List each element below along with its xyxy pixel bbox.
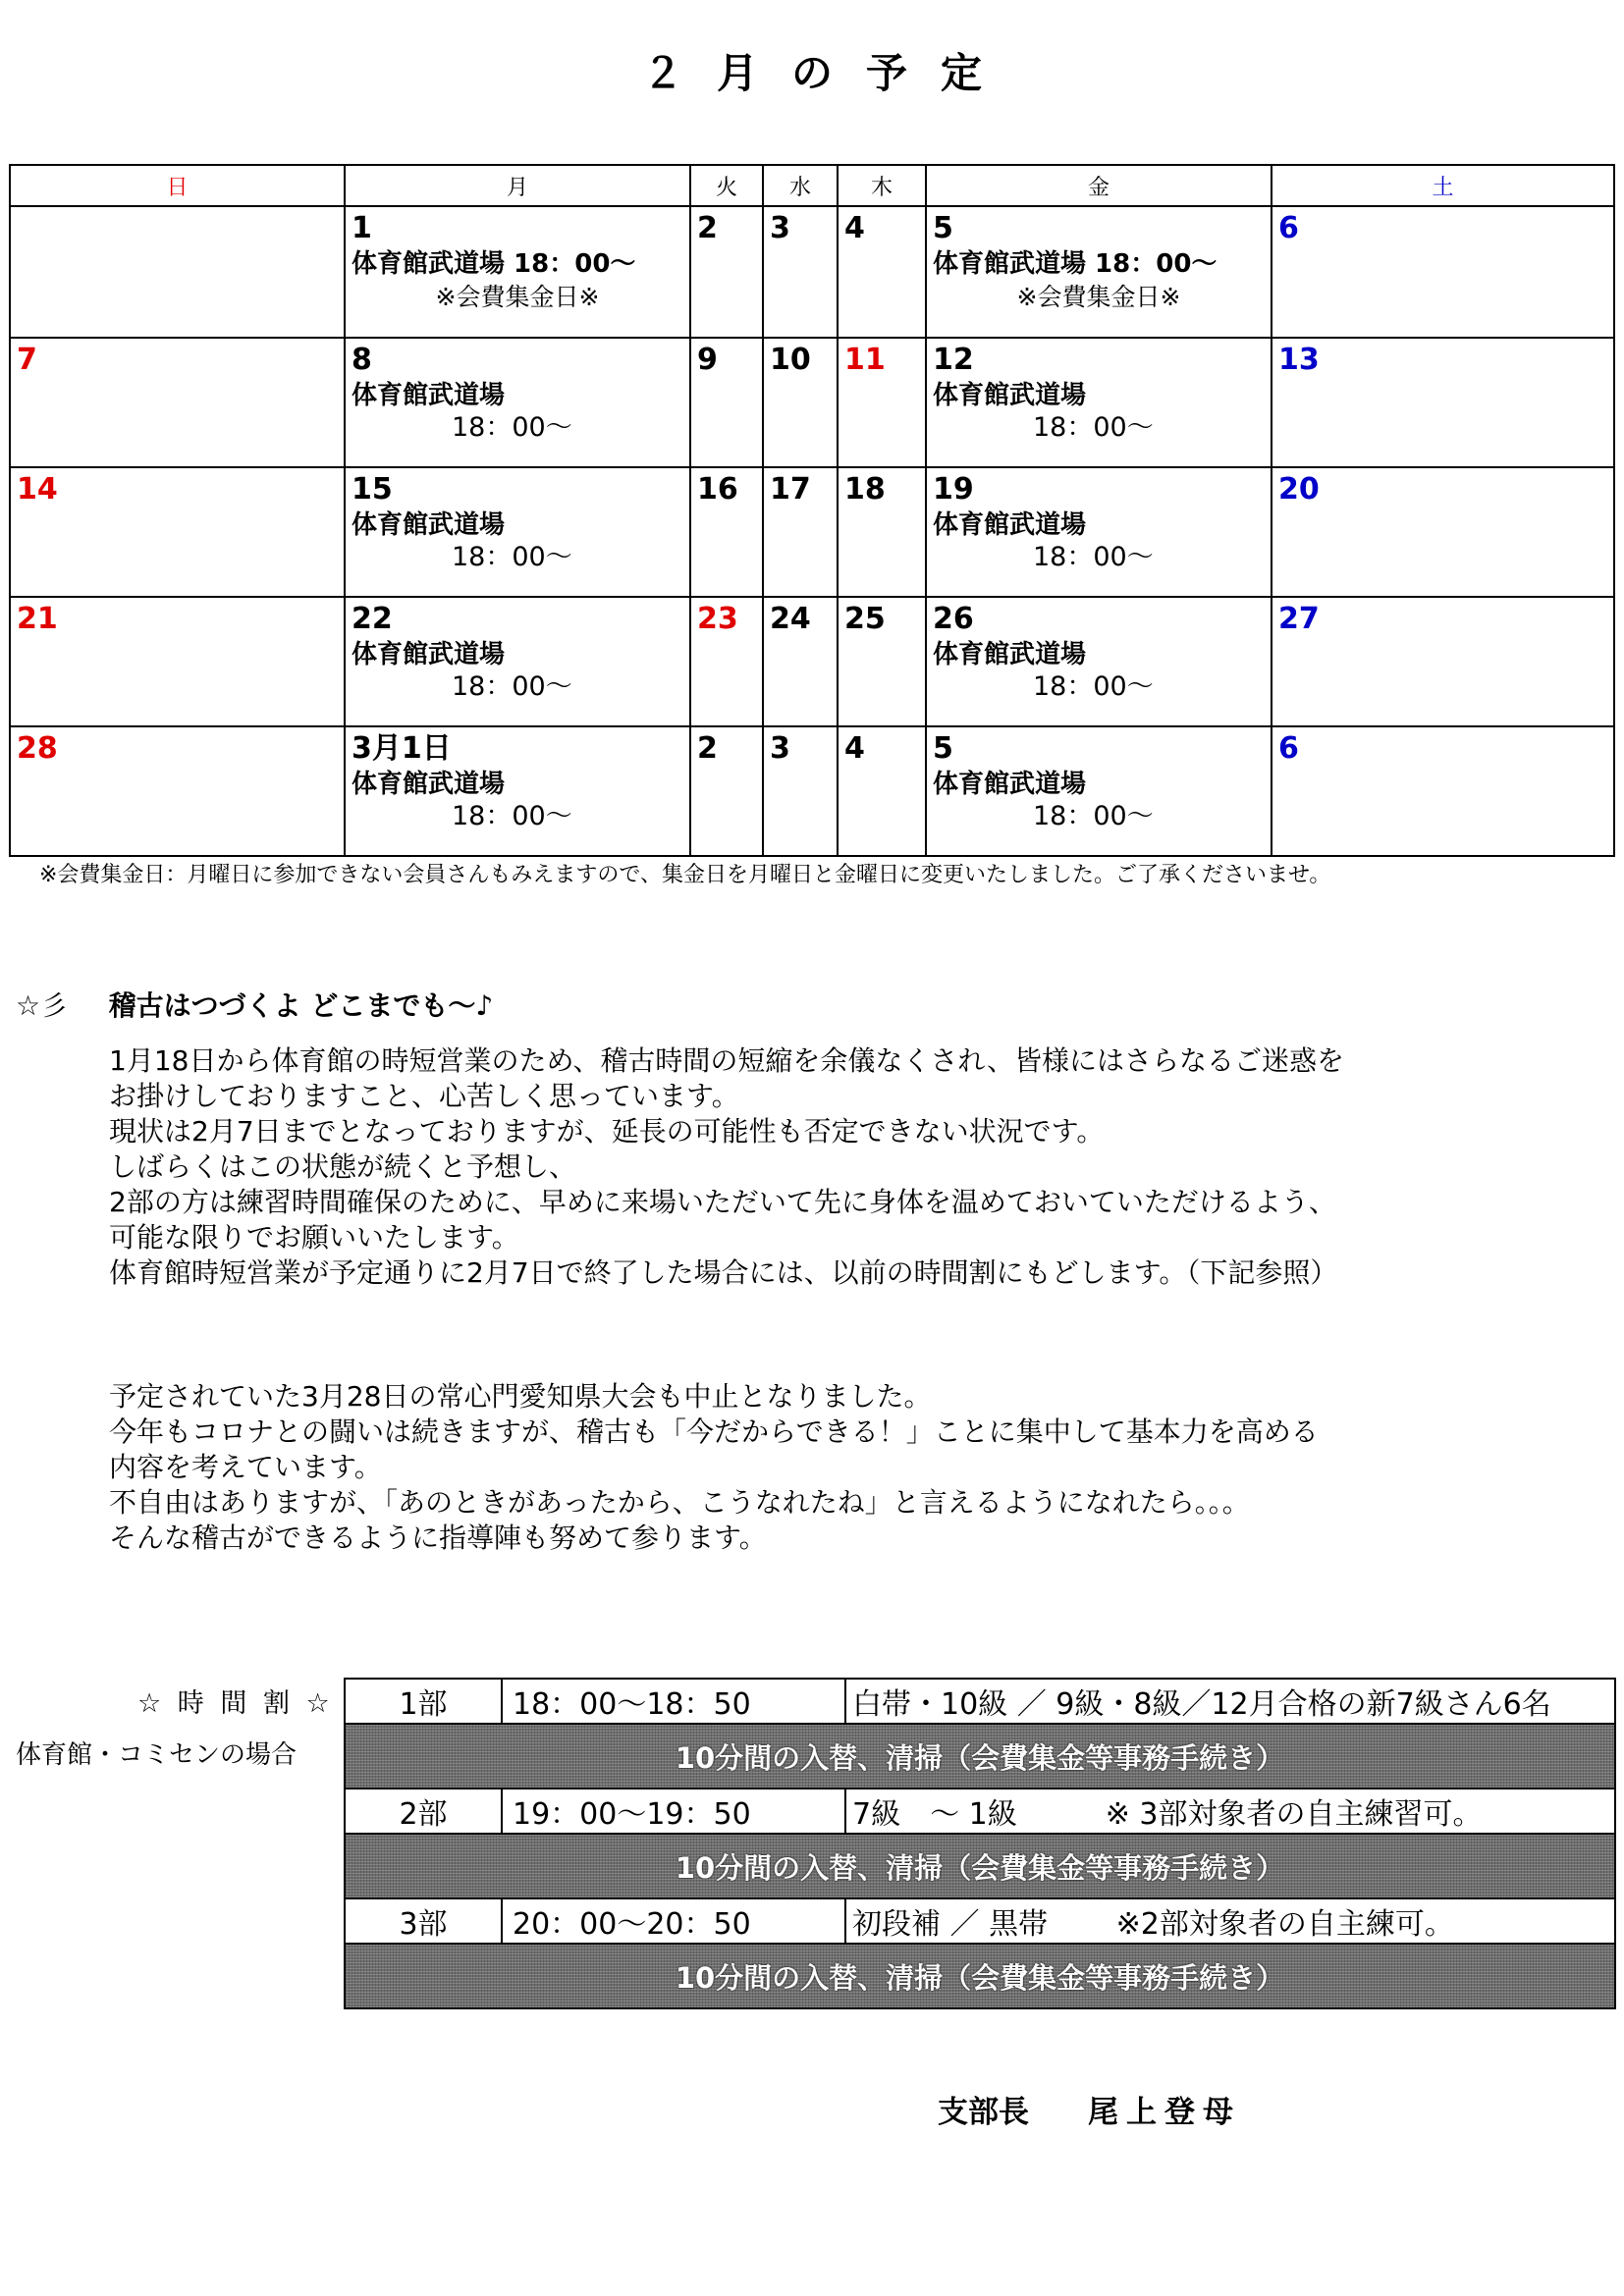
day-number: 3	[770, 211, 790, 245]
day-cell	[838, 597, 926, 726]
day-cell	[345, 726, 690, 856]
timetable-row	[345, 1789, 1615, 1834]
paragraph-line: 体育館時短営業が予定通りに2月7日で終了した場合には、以前の時間割にもどします。（下記参照）	[109, 1256, 1338, 1289]
timetable-venue-label: 体育館・コミセンの場合	[16, 1740, 298, 1770]
paragraph-line: 1月18日から体育館の時短営業のため、稽古時間の短縮を余儀なくされ、皆様にはさらなるご迷惑を	[109, 1044, 1345, 1077]
timetable	[344, 1678, 1616, 2009]
timetable-break-row	[345, 1834, 1615, 1898]
day-number: 6	[1278, 211, 1299, 245]
section-heading-text: 稽古はつづくよ どこまでも～♪	[108, 989, 494, 1022]
timetable-row	[345, 1898, 1615, 1944]
practice-venue: 体育館武道場	[933, 381, 1087, 411]
day-number: 2	[697, 211, 718, 245]
day-number: 28	[17, 731, 58, 767]
day-cell	[10, 597, 345, 726]
timetable-break-row	[345, 1944, 1615, 2008]
paragraph-line: 不自由はありますが、「あのときがあったから、こうなれたね」と言えるようになれたら。。。	[109, 1486, 1250, 1519]
day-cell	[345, 338, 690, 467]
monthly-calendar	[9, 164, 1615, 857]
part-time: 19：00～19：50	[502, 1789, 845, 1834]
paragraph-line: そんな稽古ができるように指導陣も努めて参ります。	[109, 1522, 767, 1554]
day-cell	[926, 338, 1272, 467]
day-cell	[690, 726, 763, 856]
calendar-week-row	[10, 206, 1614, 338]
star-icon: ☆彡	[16, 989, 69, 1022]
day-cell	[10, 467, 345, 597]
notice-paragraph	[109, 1043, 1344, 1291]
paragraph-line: 可能な限りでお願いいたします。	[109, 1221, 519, 1254]
day-cell	[10, 338, 345, 467]
practice-time: 18：00～	[452, 542, 572, 573]
day-cell	[926, 726, 1272, 856]
day-cell	[763, 467, 838, 597]
practice-time: 18：00～	[452, 412, 572, 444]
day-cell	[345, 597, 690, 726]
calendar-week-row	[10, 338, 1614, 467]
practice-time: 18：00～	[1033, 801, 1154, 832]
part-participants: 白帯・10級 ／ 9級・8級／12月合格の新7級さん6名	[845, 1679, 1615, 1724]
day-cell	[926, 206, 1272, 338]
day-cell	[763, 597, 838, 726]
paragraph-line: 2部の方は練習時間確保のために、早めに来場いただいて先に身体を温めておいていただけるよう、	[109, 1186, 1336, 1218]
notice-paragraph	[109, 1379, 1319, 1556]
header-thursday: 木	[838, 165, 926, 206]
section-heading	[16, 985, 493, 1024]
calendar-week-row	[10, 597, 1614, 726]
practice-time: 18：00～	[1033, 542, 1154, 573]
day-cell	[926, 467, 1272, 597]
day-cell	[10, 726, 345, 856]
fee-collection-day: ※会費集金日※	[1016, 283, 1181, 311]
day-number: 21	[17, 602, 58, 637]
part-participants: 初段補 ／ 黒帯 ※2部対象者の自主練可。	[845, 1898, 1615, 1944]
fee-collection-day: ※会費集金日※	[435, 283, 600, 311]
header-friday: 金	[926, 165, 1272, 206]
day-number: 1	[352, 211, 372, 245]
day-number: 4	[844, 211, 865, 245]
day-cell	[1272, 597, 1614, 726]
header-saturday: 土	[1272, 165, 1614, 206]
paragraph-line: 内容を考えています。	[109, 1451, 382, 1483]
day-cell	[763, 206, 838, 338]
day-number: 27	[1278, 602, 1320, 637]
paragraph-line: 現状は2月7日までとなっておりますが、延長の可能性も否定できない状況です。	[109, 1115, 1105, 1148]
break-label: 10分間の入替、清掃（会費集金等事務手続き）	[345, 1944, 1615, 2008]
day-number: 7	[17, 343, 37, 378]
timetable-row	[345, 1679, 1615, 1724]
day-number: 11	[844, 343, 886, 378]
calendar-header-row	[10, 165, 1614, 206]
header-monday: 月	[345, 165, 690, 206]
day-number: 22	[352, 602, 393, 637]
practice-venue: 体育館武道場 18：00～	[933, 249, 1218, 279]
calendar-footnote: ※会費集金日：月曜日に参加できない会員さんもみえますので、集金日を月曜日と金曜日に変更いたしました。ご了承くださいませ。	[39, 863, 1331, 887]
calendar-week-row	[10, 726, 1614, 856]
practice-venue: 体育館武道場	[352, 640, 506, 670]
day-number: 5	[933, 211, 953, 245]
day-cell	[690, 338, 763, 467]
page-title: ２月の予定	[641, 49, 1015, 97]
day-cell	[1272, 338, 1614, 467]
day-cell	[838, 467, 926, 597]
day-number: 14	[17, 472, 58, 507]
practice-venue: 体育館武道場	[352, 510, 506, 541]
day-cell	[1272, 206, 1614, 338]
part-participants: 7級 ～ 1級 ※ 3部対象者の自主練習可。	[845, 1789, 1615, 1834]
day-number: 20	[1278, 472, 1320, 507]
timetable-break-row	[345, 1724, 1615, 1789]
day-number: 16	[697, 472, 738, 507]
part-time: 18：00～18：50	[502, 1679, 845, 1724]
day-number: 9	[697, 343, 718, 378]
day-number: 3月1日	[352, 731, 452, 767]
day-cell	[926, 597, 1272, 726]
part-label: 3部	[345, 1898, 502, 1944]
day-cell	[690, 206, 763, 338]
day-number: 15	[352, 472, 393, 507]
day-number: 2	[697, 731, 718, 767]
day-number: 24	[770, 602, 811, 637]
day-number: 6	[1278, 731, 1299, 767]
day-cell	[345, 206, 690, 338]
practice-venue: 体育館武道場	[352, 381, 506, 411]
header-sunday: 日	[10, 165, 345, 206]
day-number: 25	[844, 602, 886, 637]
day-number: 12	[933, 343, 974, 378]
day-number: 8	[352, 343, 372, 378]
part-time: 20：00～20：50	[502, 1898, 845, 1944]
break-label: 10分間の入替、清掃（会費集金等事務手続き）	[345, 1724, 1615, 1789]
day-cell	[690, 467, 763, 597]
day-cell	[1272, 726, 1614, 856]
day-cell	[838, 726, 926, 856]
day-number: 23	[697, 602, 738, 637]
paragraph-line: 今年もコロナとの闘いは続きますが、稽古も「今だからできる！」ことに集中して基本力を高める	[109, 1415, 1319, 1448]
practice-time: 18：00～	[1033, 671, 1154, 703]
day-number: 26	[933, 602, 974, 637]
day-cell	[838, 338, 926, 467]
practice-time: 18：00～	[452, 671, 572, 703]
practice-venue: 体育館武道場	[933, 510, 1087, 541]
day-number: 10	[770, 343, 811, 378]
practice-venue: 体育館武道場	[933, 640, 1087, 670]
day-number: 5	[933, 731, 953, 767]
practice-time: 18：00～	[1033, 412, 1154, 444]
day-cell	[1272, 467, 1614, 597]
signature-role: 支部長	[938, 2095, 1029, 2130]
part-label: 1部	[345, 1679, 502, 1724]
paragraph-line: お掛けしておりますこと、心苦しく思っています。	[109, 1080, 739, 1112]
day-number: 19	[933, 472, 974, 507]
day-number: 17	[770, 472, 811, 507]
signature-name: 尾上登母	[1088, 2095, 1241, 2130]
day-cell	[345, 467, 690, 597]
day-cell	[763, 726, 838, 856]
break-label: 10分間の入替、清掃（会費集金等事務手続き）	[345, 1834, 1615, 1898]
paragraph-line: しばらくはこの状態が続くと予想し、	[109, 1150, 577, 1183]
day-cell	[10, 206, 345, 338]
practice-venue: 体育館武道場 18：00～	[352, 249, 636, 279]
practice-venue: 体育館武道場	[933, 770, 1087, 800]
day-cell	[763, 338, 838, 467]
practice-venue: 体育館武道場	[352, 770, 506, 800]
day-number: 3	[770, 731, 790, 767]
signature	[938, 2087, 1241, 2131]
day-cell	[690, 597, 763, 726]
day-cell	[838, 206, 926, 338]
day-number: 13	[1278, 343, 1320, 378]
calendar-week-row	[10, 467, 1614, 597]
header-wednesday: 水	[763, 165, 838, 206]
part-label: 2部	[345, 1789, 502, 1834]
day-number: 4	[844, 731, 865, 767]
header-tuesday: 火	[690, 165, 763, 206]
day-number: 18	[844, 472, 886, 507]
timetable-label: ☆ 時 間 割 ☆	[137, 1688, 334, 1719]
practice-time: 18：00～	[452, 801, 572, 832]
paragraph-line: 予定されていた3月28日の常心門愛知県大会も中止となりました。	[109, 1380, 932, 1413]
